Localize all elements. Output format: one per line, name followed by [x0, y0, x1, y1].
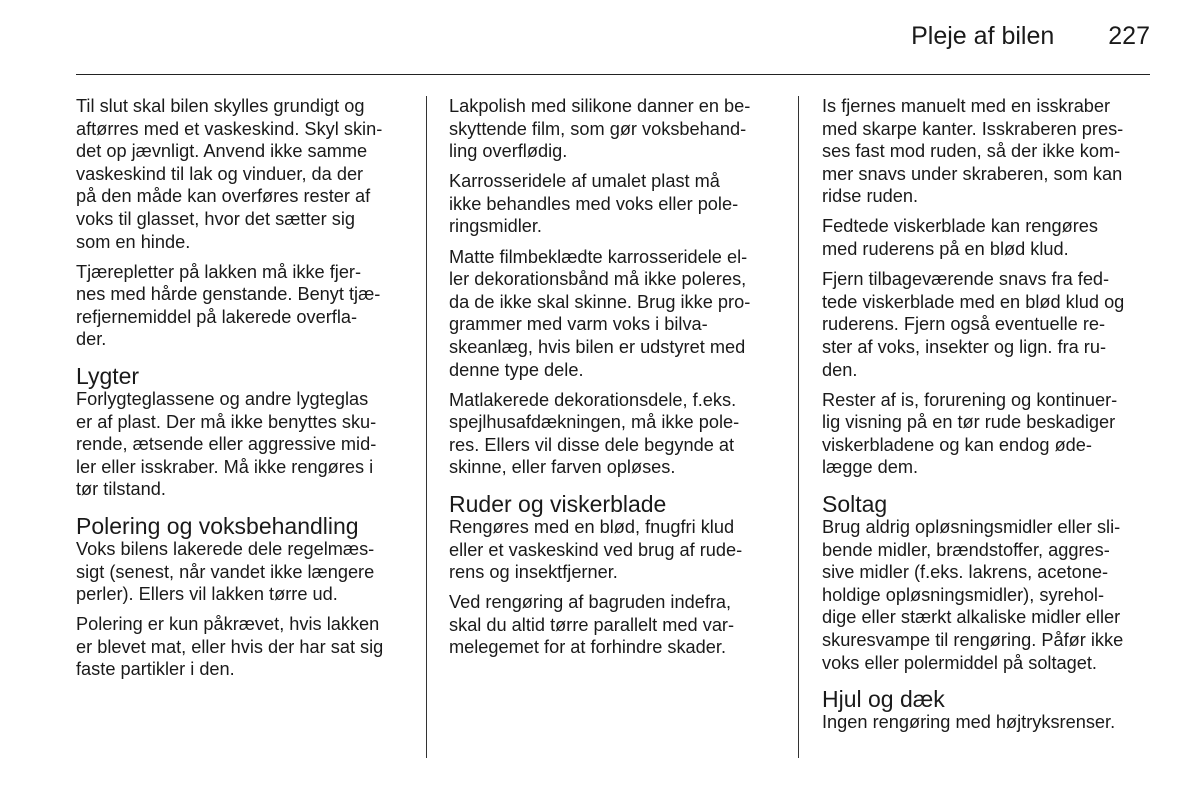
section-title: Pleje af bilen — [911, 22, 1055, 50]
column-divider — [426, 96, 427, 758]
heading-ruder: Ruder og viskerblade — [449, 491, 667, 517]
column-3 — [822, 95, 1152, 741]
heading-soltag: Soltag — [822, 491, 888, 517]
column-1 — [76, 95, 406, 689]
paragraph: Ingen rengøring med højtryksrenser. — [822, 712, 1116, 733]
page-header — [911, 22, 1150, 51]
paragraph: Voks bilens lakerede dele regelmæs- sigt (senest, når vandet ikke længere perler). Ellers vil lakken tørre ud. — [76, 539, 375, 605]
paragraph: Brug aldrig opløsningsmidler eller sli- bende midler, brændstoffer, aggres- sive midler (f.eks. lakrens, acetone- holdige opløsningsmidler), syrehol- dige eller stærkt alkaliske midler eller skuresvampe til rengøring. Påfør ikke voks eller polermiddel på soltaget. — [822, 517, 1124, 673]
paragraph: Ved rengøring af bagruden indefra, skal du altid tørre parallelt med var- melegemet for at forhindre skader. — [449, 592, 735, 658]
paragraph: Karrosseridele af umalet plast må ikke behandles med voks eller pole- ringsmidler. — [449, 171, 739, 237]
paragraph: Til slut skal bilen skylles grundigt og aftørres med et vaskeskind. Skyl skin- det op jævnligt. Anvend ikke samme vaskeskind til lak og vinduer, da der på den måde kan overføres rester af voks til glasset, hvor det sætter sig som en hinde. — [76, 96, 383, 252]
paragraph: Tjærepletter på lakken må ikke fjer- nes med hårde genstande. Benyt tjæ- refjernemiddel på lakerede overfla- der. — [76, 261, 381, 350]
page-number: 227 — [1108, 22, 1150, 50]
paragraph: Polering er kun påkrævet, hvis lakken er blevet mat, eller hvis der har sat sig faste partikler i den. — [76, 614, 384, 680]
paragraph: Rengøres med en blød, fnugfri klud eller et vaskeskind ved brug af rude- rens og insektfjerner. — [449, 517, 743, 583]
paragraph: Matlakerede dekorationsdele, f.eks. spejlhusafdækningen, må ikke pole- res. Ellers vil disse dele begynde at skinne, eller farven opløses. — [449, 389, 740, 478]
paragraph: Lakpolish med silikone danner en be- skyttende film, som gør voksbehand- ling overflødig. — [449, 96, 751, 162]
heading-hjul: Hjul og dæk — [822, 686, 945, 713]
header-rule — [76, 74, 1150, 75]
paragraph: Rester af is, forurening og kontinuer- lig visning på en tør rude beskadiger viskerbladene og kan endog øde- lægge dem. — [822, 389, 1118, 478]
heading-lygter: Lygter — [76, 363, 140, 390]
paragraph: Fedtede viskerblade kan rengøres med ruderens på en blød klud. — [822, 216, 1098, 260]
paragraph: Forlygteglassene og andre lygteglas er af plast. Der må ikke benyttes sku- rende, ætsende eller aggressive mid- ler eller isskraber. Må ikke rengøres i tør tilstand. — [76, 389, 377, 500]
paragraph: Matte filmbeklædte karrosseridele el- ler dekorationsbånd må ikke poleres, da de ikke skal skinne. Brug ikke pro- grammer med varm voks i bilva- skeanlæg, hvis bilen er udstyret med denne type dele. — [449, 246, 751, 380]
paragraph: Fjern tilbageværende snavs fra fed- tede viskerblade med en blød klud og ruderens. Fjern også eventuelle re- ster af voks, insekter og lign. fra ru- den. — [822, 269, 1125, 380]
column-2 — [449, 95, 779, 667]
paragraph: Is fjernes manuelt med en isskraber med skarpe kanter. Isskraberen pres- ses fast mod ruden, så der ikke kom- mer snavs under skraberen, som kan ridse ruden. — [822, 96, 1124, 207]
heading-polering: Polering og voksbehandling — [76, 513, 359, 539]
column-divider — [798, 96, 799, 758]
